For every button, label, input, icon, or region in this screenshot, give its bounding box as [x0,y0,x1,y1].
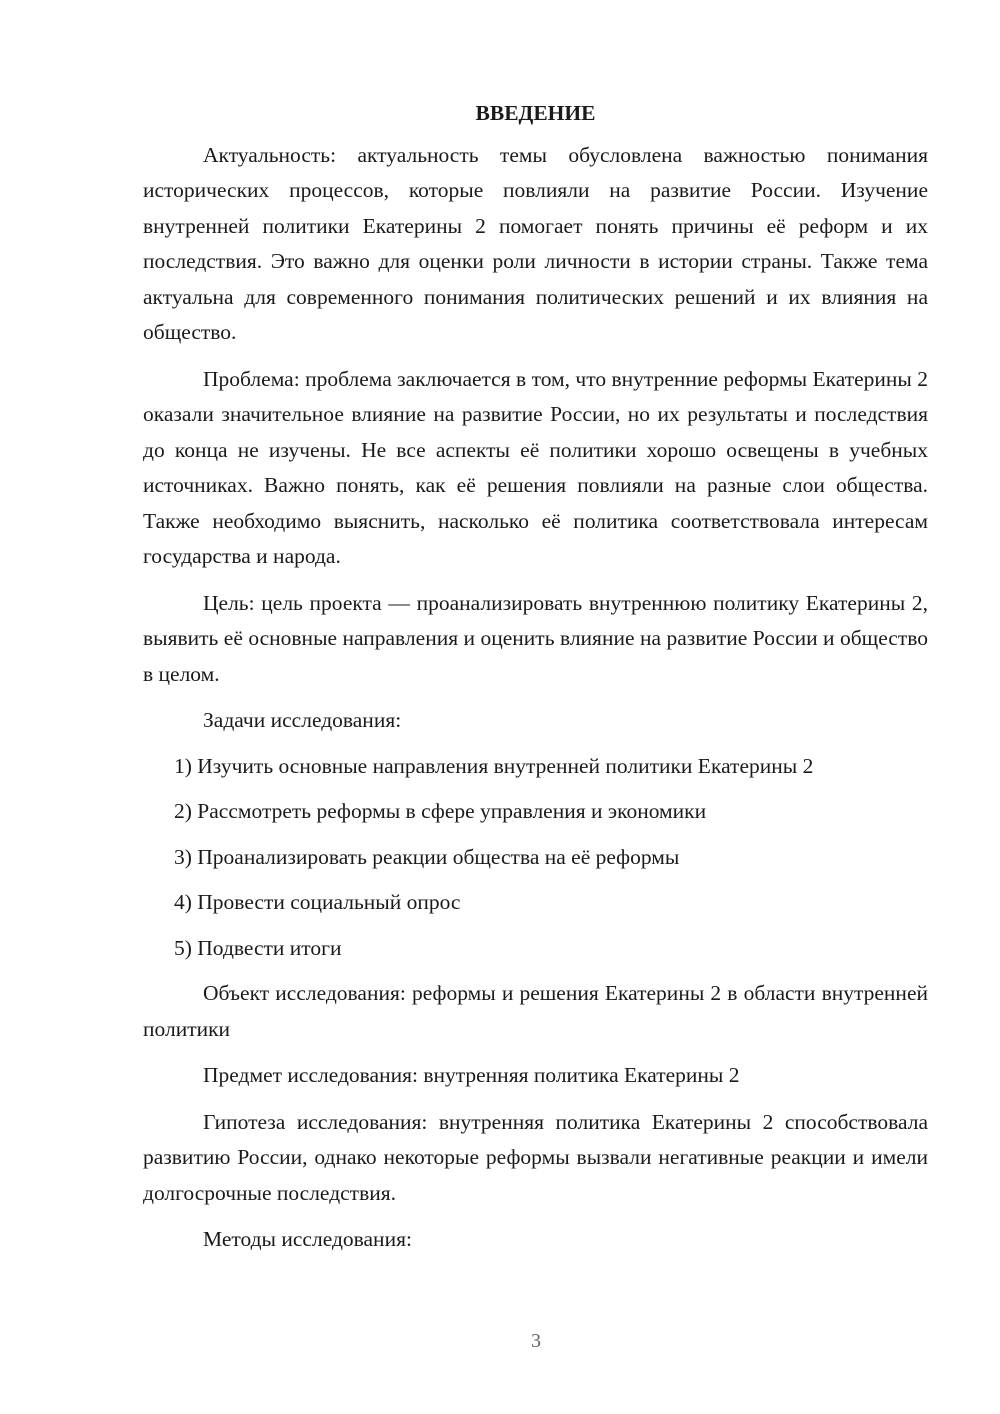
list-item: 1) Изучить основные направления внутренней политики Екатерины 2 [174,753,814,778]
tasks-list [143,749,928,967]
list-item: 4) Провести социальный опрос [174,890,461,914]
list-item: 2) Рассмотреть реформы в сфере управления и экономики [174,799,707,823]
page-title: ВВЕДЕНИЕ [475,101,596,125]
problem-paragraph: Проблема: проблема заключается в том, что внутренние реформы Екатерины 2 оказали значительное влияние на развитие России, но их результаты и последствия до конца не изучены. Не все аспекты её политики хорошо освещены в учебных источниках. Важно понять, как её решения повлияли на разные слои общества. Также необходимо выяснить, насколько её политика соответствовала интересам государства и народа. [143,366,928,568]
goal-paragraph: Цель: цель проекта — проанализировать внутреннюю политику Екатерины 2, выявить её основные направления и оценить влияние на развитие России и общество в целом. [143,590,928,686]
hypothesis-paragraph: Гипотеза исследования: внутренняя политика Екатерины 2 способствовала развитию России, однако некоторые реформы вызвали негативные реакции и имели долгосрочные последствия. [143,1109,928,1205]
object-paragraph: Объект исследования: реформы и решения Екатерины 2 в области внутренней политики [143,981,928,1041]
tasks-heading: Задачи исследования: [203,708,402,732]
subject-paragraph: Предмет исследования: внутренняя политика Екатерины 2 [203,1063,740,1087]
page-number: 3 [531,1330,541,1352]
list-item: 3) Проанализировать реакции общества на её реформы [174,844,680,869]
list-item: 5) Подвести итоги [174,935,342,960]
relevance-paragraph: Актуальность: актуальность темы обусловлена важностью понимания исторических процессов, которые повлияли на развитие России. Изучение внутренней политики Екатерины 2 помогает понять причины её реформ и их последствия. Это важно для оценки роли личности в истории страны. Также тема актуальна для современного понимания политических решений и их влияния на общество. [143,142,928,344]
methods-heading: Методы исследования: [203,1227,412,1251]
page-content [143,96,928,1268]
